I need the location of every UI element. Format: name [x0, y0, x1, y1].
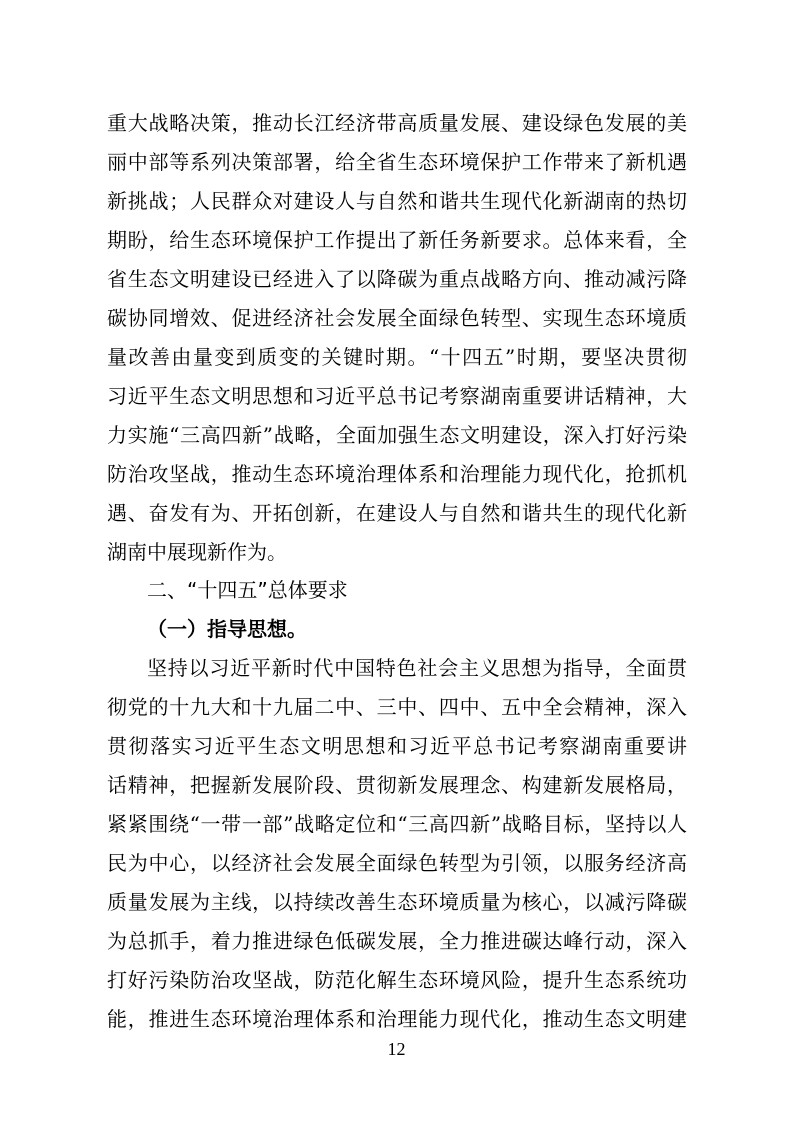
page-number: 12	[387, 1039, 406, 1059]
body-text-line: 湖南中展现新作为。	[107, 540, 287, 564]
body-text-line: 量改善由量变到质变的关键时期。“十四五”时期，要坚决贯彻	[107, 345, 687, 369]
body-text-line: 坚持以习近平新时代中国特色社会主义思想为指导，全面贯	[147, 656, 687, 680]
body-text-line: 话精神，把握新发展阶段、贯彻新发展理念、构建新发展格局，	[107, 773, 687, 797]
body-text-line: 重大战略决策，推动长江经济带高质量发展、建设绿色发展的美	[107, 111, 687, 135]
body-text-line: 民为中心，以经济社会发展全面绿色转型为引领，以服务经济高	[107, 851, 687, 875]
body-text-line: 新挑战；人民群众对建设人与自然和谐共生现代化新湖南的热切	[107, 189, 687, 213]
body-text-line: 防治攻坚战，推动生态环境治理体系和治理能力现代化，抢抓机	[107, 462, 687, 486]
body-text-line: 打好污染防治攻坚战，防范化解生态环境风险，提升生态系统功	[107, 968, 687, 992]
body-text-line: 遇、奋发有为、开拓创新，在建设人与自然和谐共生的现代化新	[107, 501, 687, 525]
section-heading: 二、“十四五”总体要求	[147, 578, 348, 602]
body-text-line: 期盼，给生态环境保护工作提出了新任务新要求。总体来看，全	[107, 228, 687, 252]
body-text-line: 习近平生态文明思想和习近平总书记考察湖南重要讲话精神，大	[107, 384, 687, 408]
body-text-line: 紧紧围绕“一带一部”战略定位和“三高四新”战略目标，坚持以人	[107, 812, 687, 836]
body-text-line: 碳协同增效、促进经济社会发展全面绿色转型、实现生态环境质	[107, 306, 687, 330]
body-text-line: 彻党的十九大和十九届二中、三中、四中、五中全会精神，深入	[107, 695, 687, 719]
body-text-line: 为总抓手，着力推进绿色低碳发展，全力推进碳达峰行动，深入	[107, 929, 687, 953]
body-text-line: 贯彻落实习近平生态文明思想和习近平总书记考察湖南重要讲	[107, 734, 687, 758]
body-text-line: 力实施“三高四新”战略，全面加强生态文明建设，深入打好污染	[107, 423, 687, 447]
body-text-line: 丽中部等系列决策部署，给全省生态环境保护工作带来了新机遇	[107, 150, 687, 174]
body-text-line: 质量发展为主线，以持续改善生态环境质量为核心，以减污降碳	[107, 890, 687, 914]
body-text-line: 省生态文明建设已经进入了以降碳为重点战略方向、推动减污降	[107, 267, 687, 291]
subsection-heading: （一）指导思想。	[147, 617, 307, 641]
body-text-line: 能，推进生态环境治理体系和治理能力现代化，推动生态文明建	[107, 1007, 687, 1031]
